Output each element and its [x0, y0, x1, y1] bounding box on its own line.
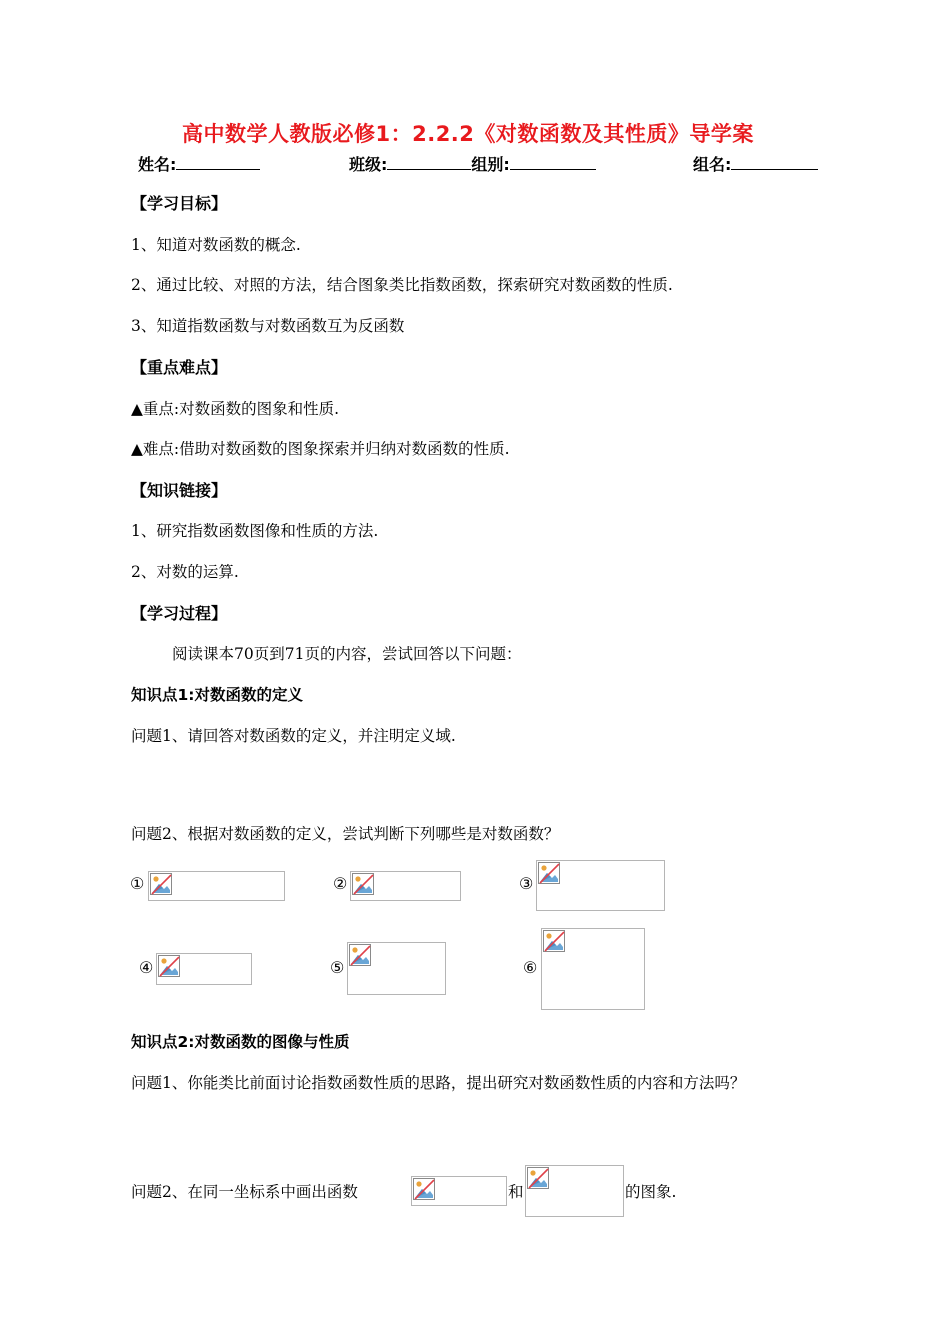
link-item: 2、对数的运算. [131, 563, 239, 581]
kp2-function-2-image [525, 1165, 624, 1217]
page-title: 高中数学人教版必修1：2.2.2《对数函数及其性质》导学案 [182, 122, 754, 146]
keypoint-item: ▲重点:对数函数的图象和性质. [131, 400, 340, 418]
keypoint-item: ▲难点:借助对数函数的图象探索并归纳对数函数的性质. [131, 440, 510, 458]
group-name-blank[interactable] [731, 154, 818, 170]
broken-image-icon [150, 873, 172, 895]
class-label: 班级: [349, 155, 388, 174]
process-intro: 阅读课本70页到71页的内容，尝试回答以下问题： [172, 645, 522, 663]
broken-image-icon [352, 873, 374, 895]
option-3-formula-image [536, 860, 665, 911]
links-heading: 【知识链接】 [131, 481, 228, 500]
kp2-question-1: 问题1、你能类比前面讨论指数函数性质的思路，提出研究对数函数性质的内容和方法吗？ [131, 1074, 746, 1092]
option-4-marker: ④ [139, 958, 154, 977]
goal-item: 1、知道对数函数的概念. [131, 236, 301, 254]
kp2-question-2-part-b: 和 [508, 1183, 524, 1201]
kp2-function-1-image [411, 1176, 507, 1206]
group-blank[interactable] [510, 154, 596, 170]
option-3-marker: ③ [519, 874, 534, 893]
group-name-field [693, 152, 818, 175]
kp1-title: 知识点1:对数函数的定义 [131, 686, 303, 704]
option-1-formula-image [148, 871, 285, 901]
option-1-marker: ① [130, 874, 145, 893]
kp2-title: 知识点2:对数函数的图像与性质 [131, 1033, 350, 1051]
kp2-question-2-part-a: 问题2、在同一坐标系中画出函数 [131, 1183, 358, 1201]
broken-image-icon [538, 862, 560, 884]
keypoints-heading: 【重点难点】 [131, 358, 228, 377]
goals-heading: 【学习目标】 [131, 194, 228, 213]
broken-image-icon [527, 1167, 549, 1189]
goal-item: 3、知道指数函数与对数函数互为反函数 [131, 317, 405, 335]
kp2-question-2-part-c: 的图象. [625, 1183, 677, 1201]
link-item: 1、研究指数函数图像和性质的方法. [131, 522, 379, 540]
broken-image-icon [349, 944, 371, 966]
option-4-formula-image [156, 953, 252, 985]
broken-image-icon [413, 1178, 435, 1200]
broken-image-icon [158, 955, 180, 977]
option-2-marker: ② [333, 874, 348, 893]
option-5-marker: ⑤ [330, 958, 345, 977]
name-label: 姓名: [138, 155, 177, 174]
group-label: 组别: [471, 155, 510, 174]
class-field [349, 152, 596, 175]
option-6-formula-image [541, 928, 645, 1010]
kp1-question-2: 问题2、根据对数函数的定义，尝试判断下列哪些是对数函数？ [131, 825, 560, 843]
broken-image-icon [543, 930, 565, 952]
group-name-label: 组名: [693, 155, 732, 174]
option-6-marker: ⑥ [523, 958, 538, 977]
name-blank[interactable] [176, 154, 260, 170]
process-heading: 【学习过程】 [131, 604, 228, 623]
option-2-formula-image [350, 871, 461, 901]
kp1-question-1: 问题1、请回答对数函数的定义，并注明定义域. [131, 727, 456, 745]
name-field [138, 152, 260, 175]
option-5-formula-image [347, 942, 446, 995]
goal-item: 2、通过比较、对照的方法，结合图象类比指数函数，探索研究对数函数的性质. [131, 276, 673, 294]
class-blank[interactable] [387, 154, 471, 170]
